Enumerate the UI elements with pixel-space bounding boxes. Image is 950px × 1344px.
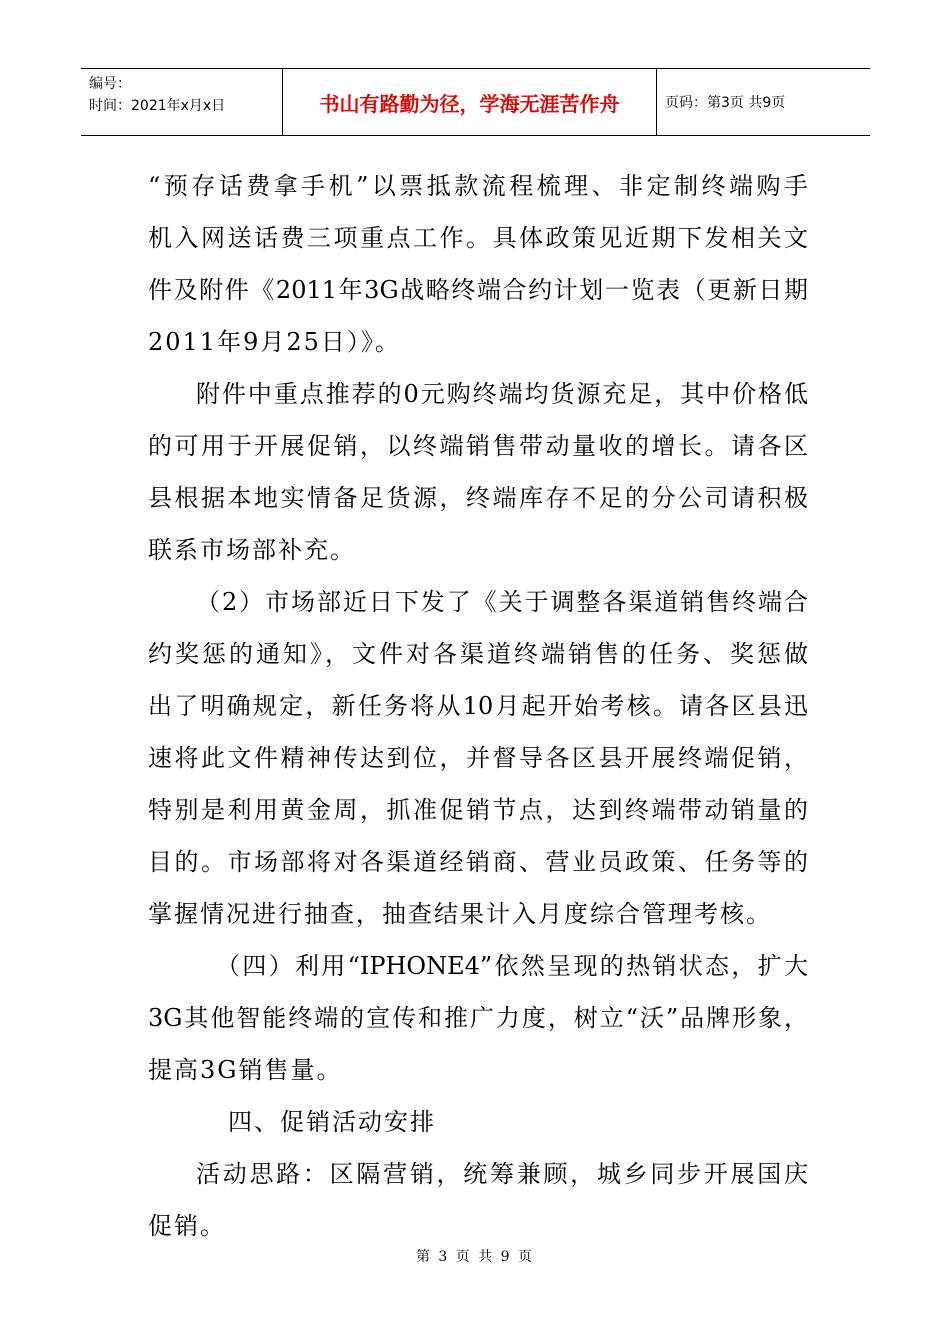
body-line: 促销。	[148, 1212, 226, 1240]
document-time-label: 时间：2021年x月x日	[89, 98, 226, 114]
body-line: 联系市场部补充。	[148, 536, 356, 564]
body-line: 活动思路：区隔营销，统筹兼顾，城乡同步开展国庆	[196, 1160, 808, 1188]
header-page-info: 页码：第3页 共9页	[665, 95, 786, 111]
document-number-label: 编号：	[89, 76, 131, 92]
header-motto: 书山有路勤为径，学海无涯苦作舟	[283, 69, 657, 135]
header-meta	[81, 69, 283, 135]
body-line: 件及附件《2011年3G战略终端合约计划一览表（更新日期	[148, 276, 808, 304]
body-line: （四）利用“IPHONE4”依然呈现的热销状态，扩大	[216, 952, 808, 980]
body-line: 3G其他智能终端的宣传和推广力度，树立“沃”品牌形象，	[148, 1004, 808, 1032]
body-line: 机入网送话费三项重点工作。具体政策见近期下发相关文	[148, 224, 808, 252]
document-body	[148, 160, 808, 1252]
section-heading: 四、促销活动安排	[228, 1108, 436, 1136]
body-line: “预存话费拿手机”以票抵款流程梳理、非定制终端购手	[148, 172, 808, 200]
body-line: （2）市场部近日下发了《关于调整各渠道销售终端合	[196, 588, 808, 616]
body-line: 县根据本地实情备足货源，终端库存不足的分公司请积极	[148, 484, 808, 512]
body-line: 速将此文件精神传达到位，并督导各区县开展终端促销，	[148, 744, 808, 772]
page-footer: 第 3 页 共 9 页	[415, 1249, 535, 1265]
body-line: 提高3G销售量。	[148, 1056, 343, 1084]
body-line: 2011年9月25日）》。	[148, 328, 401, 356]
body-line: 出了明确规定，新任务将从10月起开始考核。请各区县迅	[148, 692, 808, 720]
body-line: 掌握情况进行抽查，抽查结果计入月度综合管理考核。	[148, 900, 772, 928]
page-header	[81, 68, 870, 136]
body-line: 特别是利用黄金周，抓准促销节点，达到终端带动销量的	[148, 796, 808, 824]
body-line: 目的。市场部将对各渠道经销商、营业员政策、任务等的	[148, 848, 808, 876]
body-line: 约奖惩的通知》，文件对各渠道终端销售的任务、奖惩做	[148, 640, 808, 668]
body-line: 的可用于开展促销，以终端销售带动量收的增长。请各区	[148, 432, 808, 460]
body-line: 附件中重点推荐的0元购终端均货源充足，其中价格低	[196, 380, 808, 408]
